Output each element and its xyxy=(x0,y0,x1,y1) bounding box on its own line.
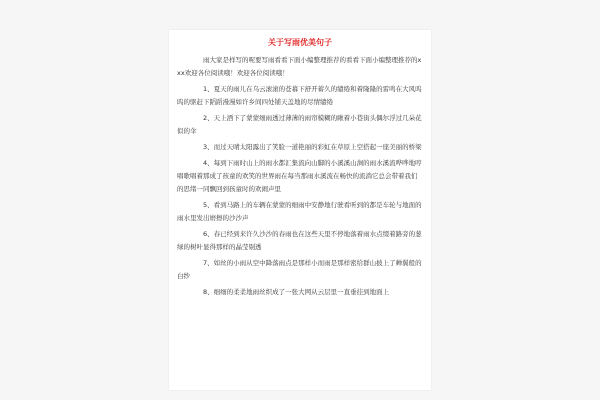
paragraph-3: 3、而过天晴太阳露出了笑脸一道艳丽的彩虹在草原上空搭起一座美丽的桥梁 xyxy=(203,143,422,151)
paragraph-2: 2、天上洒下了蒙蒙细雨透过薄薄的雨帘模糊的瞅着小巷街头偶尔浮过几朵花似的伞 xyxy=(177,114,422,135)
paragraph-1: 1、夏天的雨儿在乌云滚滚的苍幕下舒开蓄久的缱绻和着隆隆的雷鸣在大风呜呜的驱赶下蹈蹈漫漫如许乡间四处铺天盖地的尽情缱绻 xyxy=(177,85,422,106)
paragraph-6: 6、春已经到来许久沙沙的春雨也在这些天里不停地落着雨水点缀着路旁的葱绿的树叶显得那样的晶莹剔透 xyxy=(177,230,422,251)
paragraph-4: 4、每到下雨时山上的雨水都汇集流向山脚的小溪溪山涧的雨水溪流哗哗地哼唱歌唱着那成了孩童的欢笑的世界雨在每当那雨水溪流在畅快的流淌它总会带着我们的思绪一同飘回到孩童时的欢闹声里 xyxy=(177,159,422,193)
paragraph-8: 8、细细的柔柔地雨丝织成了一张大网从云层里一直垂挂到地面上 xyxy=(203,288,390,296)
paragraph-7: 7、如丝的小雨从空中降落雨点是那样小而雨是那样密给群山披上了蝉翼般的白纱 xyxy=(177,259,422,280)
document-body xyxy=(177,54,423,302)
paragraph-intro: 雨大家是样写的呢要写雨看看下面小编整理推荐的看看下面小编整理推荐的xxx欢迎各位阅读哦！欢迎各位阅读哦！ xyxy=(177,56,422,77)
paragraph-5: 5、看到马路上的车辆在蒙蒙的细雨中安静地行驶看听到的都是车轮与地面的雨水里发出磨擦的沙沙声 xyxy=(177,201,422,222)
document-title: 关于写雨优美句子 xyxy=(268,38,332,47)
document-page xyxy=(169,30,431,390)
